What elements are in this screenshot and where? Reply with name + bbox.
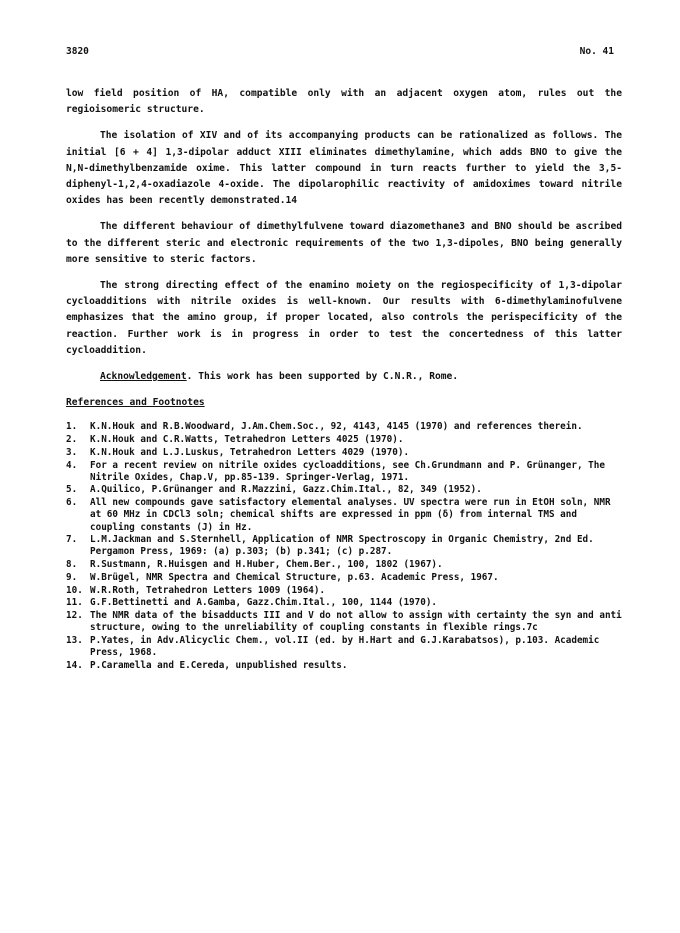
reference-item (66, 559, 622, 571)
references-title: References and Footnotes (66, 397, 205, 409)
reference-text: R.Sustmann, R.Huisgen and H.Huber, Chem.Ber., 100, 1802 (1967). (90, 559, 443, 571)
acknowledgement-label: Acknowledgement (100, 371, 187, 383)
reference-text: G.F.Bettinetti and A.Gamba, Gazz.Chim.Ital., 100, 1144 (1970). (90, 597, 438, 609)
reference-item (66, 572, 622, 584)
reference-number: 6. (66, 497, 78, 509)
reference-number: 8. (66, 559, 78, 571)
reference-item (66, 484, 622, 496)
reference-number: 12. (66, 610, 83, 621)
references-list (66, 421, 622, 672)
body-text (66, 86, 622, 673)
reference-number: 9. (66, 571, 78, 583)
reference-text: W.R.Roth, Tetrahedron Letters 1009 (1964). (90, 584, 326, 596)
reference-number: 4. (66, 459, 78, 471)
reference-number: 2. (66, 434, 78, 446)
reference-number: 11. (66, 597, 83, 609)
reference-item (66, 497, 622, 534)
paragraph-1: low field position of HA, compatible only with an adjacent oxygen atom, rules out the regioisomeric structure. (66, 88, 622, 116)
reference-text: K.N.Houk and R.B.Woodward, J.Am.Chem.Soc., 92, 4143, 4145 (1970) and references therein. (90, 421, 583, 433)
paragraph-3: The different behaviour of dimethylfulvene toward diazomethane3 and BNO should be ascribed to the different steric and electronic requirements of the two 1,3-dipoles, BNO being generally more sensitive to steric factors. (66, 221, 622, 265)
reference-text: L.M.Jackman and S.Sternhell, Application of NMR Spectroscopy in Organic Chemistry, 2nd Ed. Pergamon Press, 1969: (a) p.303; (b) p.341; (c) p.287. (90, 534, 594, 558)
reference-number: 1. (66, 421, 78, 433)
reference-text: W.Brügel, NMR Spectra and Chemical Structure, p.63. Academic Press, 1967. (90, 571, 499, 583)
page-number: 3820 (66, 46, 89, 57)
reference-number: 7. (66, 534, 78, 546)
reference-item (66, 660, 622, 672)
reference-number: 3. (66, 446, 78, 458)
reference-item (66, 585, 622, 597)
reference-item (66, 597, 622, 609)
reference-text: K.N.Houk and C.R.Watts, Tetrahedron Letters 4025 (1970). (90, 434, 404, 446)
reference-number: 13. (66, 634, 83, 646)
reference-text: K.N.Houk and L.J.Luskus, Tetrahedron Letters 4029 (1970). (90, 446, 410, 458)
reference-item (66, 421, 622, 433)
reference-item (66, 610, 622, 634)
reference-text: The NMR data of the bisadducts III and V do not allow to assign with certainty the syn and anti structure, owing to the unreliability of coupling constants in flexible rings.7c (90, 610, 622, 634)
reference-item (66, 460, 622, 484)
paragraph-4: The strong directing effect of the enamino moiety on the regiospecificity of 1,3-dipolar cycloadditions with nitrile oxides is well-known. Our results with 6-dimethylaminofulvene emphasizes that the amino group, if proper located, also controls the perispecificity of the reaction. Further work is in progress in order to test the concertedness of this latter cycloaddition. (66, 280, 622, 356)
reference-item (66, 534, 622, 558)
reference-text: P.Caramella and E.Cereda, unpublished results. (90, 659, 348, 671)
issue-number: No. 41 (579, 46, 614, 57)
reference-item (66, 447, 622, 459)
reference-number: 5. (66, 484, 78, 496)
reference-item (66, 434, 622, 446)
page-header (66, 46, 614, 57)
acknowledgement-text: . This work has been supported by C.N.R., Rome. (186, 371, 459, 383)
reference-item (66, 635, 622, 659)
reference-text: P.Yates, in Adv.Alicyclic Chem., vol.II (ed. by H.Hart and G.J.Karabatsos), p.103. Academic Press, 1968. (90, 634, 600, 659)
acknowledgement (66, 369, 622, 385)
reference-text: A.Quilico, P.Grünanger and R.Mazzini, Gazz.Chim.Ital., 82, 349 (1952). (90, 484, 482, 496)
paragraph-2: The isolation of XIV and of its accompanying products can be rationalized as follows. The initial [6 + 4] 1,3-dipolar adduct XIII eliminates dimethylamine, which adds BNO to give the N,N-dimethylbenzamide oxime. This latter compound in turn reacts further to yield the 3,5-diphenyl-1,2,4-oxadiazole 4-oxide. The dipolarophilic reactivity of amidoximes toward nitrile oxides has been recently demonstrated.14 (66, 130, 622, 207)
reference-text: All new compounds gave satisfactory elemental analyses. UV spectra were run in EtOH soln, NMR at 60 MHz in CDCl3 soln; chemical shifts are expressed in ppm (δ) from internal TMS and coupling constants (J) in Hz. (90, 497, 611, 533)
reference-text: For a recent review on nitrile oxides cycloadditions, see Ch.Grundmann and P. Grünanger, The Nitrile Oxides, Chap.V, pp.85-139. Springer-Verlag, 1971. (90, 459, 605, 483)
reference-number: 10. (66, 584, 83, 596)
reference-number: 14. (66, 659, 83, 671)
